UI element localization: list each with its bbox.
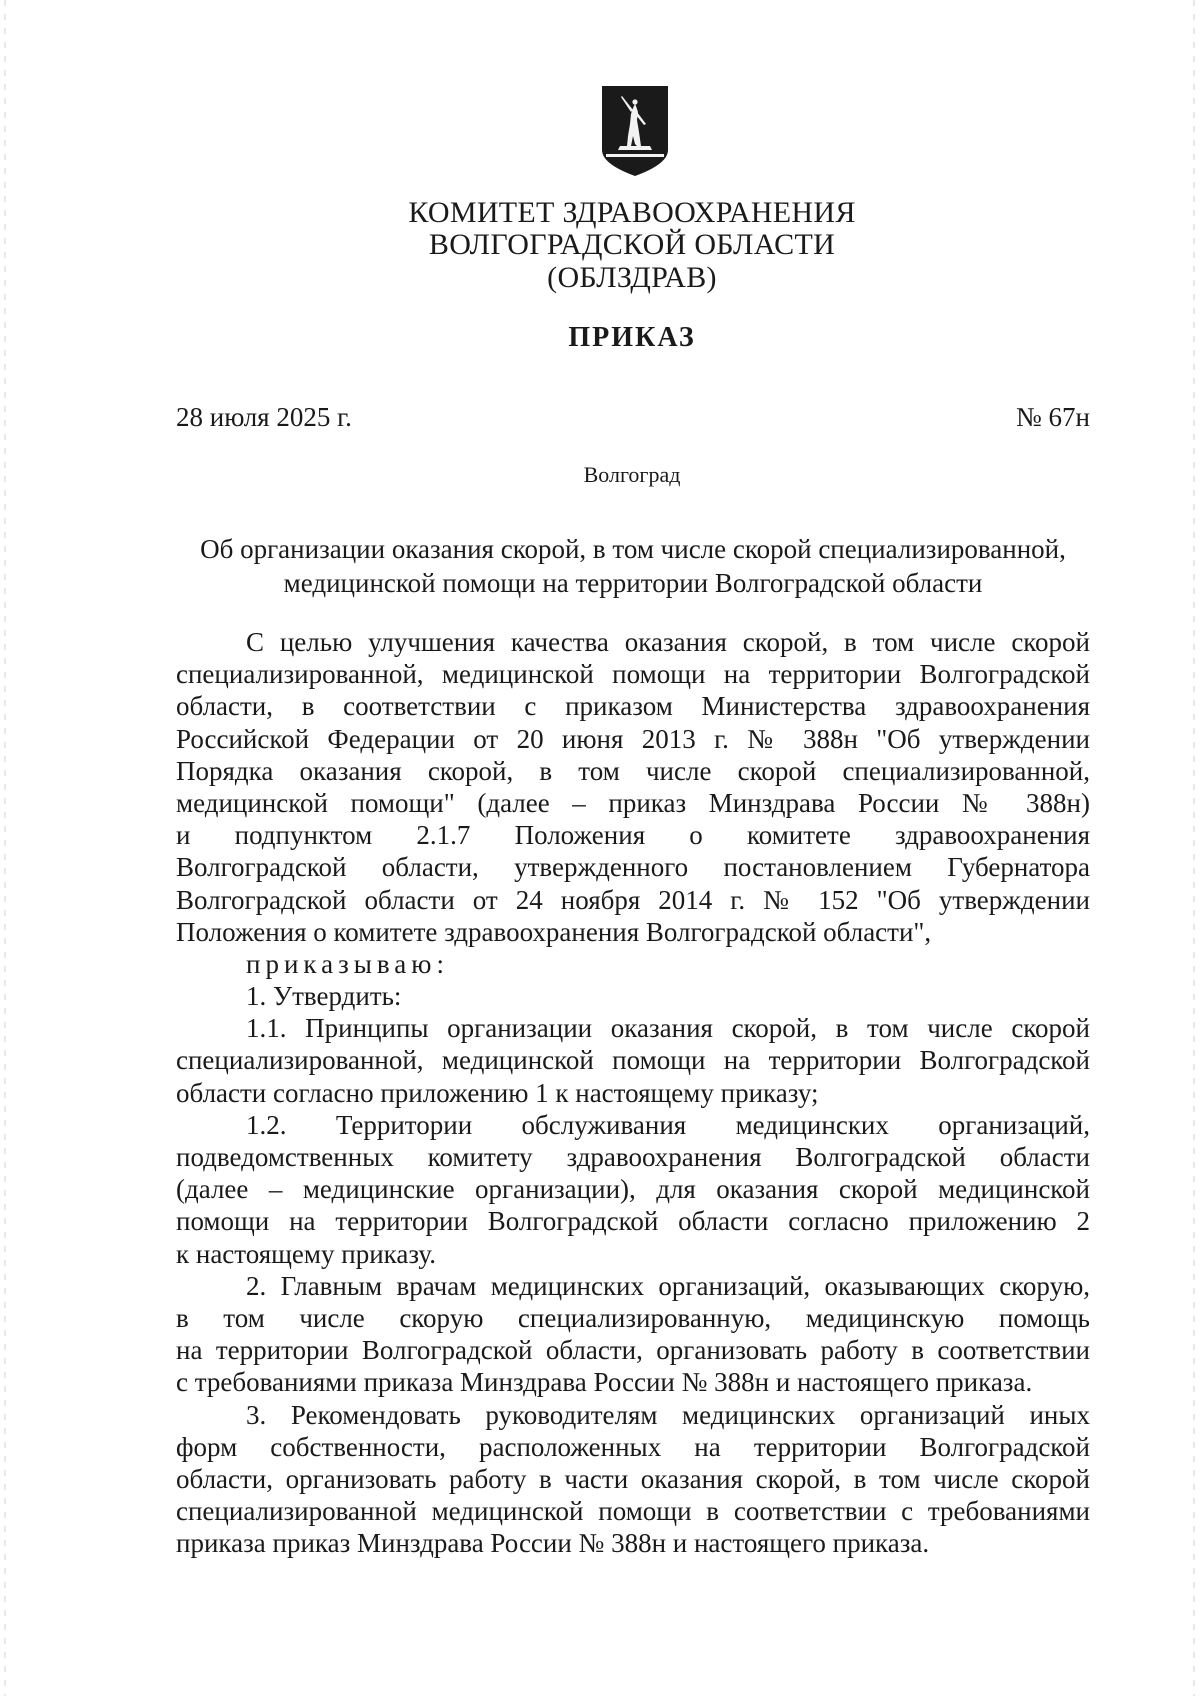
body-line: к настоящему приказу. (176, 1238, 436, 1269)
body-line: области, в соответствии с приказом Министерства здравоохранения (176, 691, 1090, 722)
body-line: С целью улучшения качества оказания скорой, в том числе скорой (246, 627, 1090, 657)
subject-line-1: Об организации оказания скорой, в том числе скорой специализированной, (200, 534, 1066, 564)
org-name-line-2: ВОЛГОГРАДСКОЙ ОБЛАСТИ (428, 228, 836, 261)
subject-line-2: медицинской помощи на территории Волгоградской области (283, 568, 983, 598)
body-line: 3. Рекомендовать руководителям медицинских организаций иных (246, 1399, 1090, 1430)
document-city: Волгоград (583, 462, 681, 487)
body-line: специализированной, медицинской помощи на территории Волгоградской (176, 659, 1090, 690)
body-line: Порядка оказания скорой, в том числе скорой специализированной, (176, 755, 1090, 786)
body-line: приказа приказ Минздрава России № 388н и настоящего приказа. (176, 1528, 930, 1559)
body-line: медицинской помощи" (далее – приказ Минздрава России № 388н) (176, 787, 1090, 818)
document-type-title: ПРИКАЗ (568, 322, 696, 353)
document-body (176, 626, 1090, 1559)
body-line: на территории Волгоградской области, организовать работу в соответствии (176, 1335, 1090, 1366)
body-line: с требованиями приказа Минздрава России № 388н и настоящего приказа. (176, 1367, 1033, 1398)
body-line: Положения о комитете здравоохранения Волгоградской области", (176, 916, 932, 947)
order-verb-line: приказываю: (246, 948, 449, 979)
body-line: 1.1. Принципы организации оказания скорой, в том числе скорой (246, 1013, 1090, 1044)
body-line: Волгоградской области, утвержденного постановлением Губернатора (176, 852, 1090, 883)
scan-edge-right (1193, 0, 1195, 1696)
body-line: 2. Главным врачам медицинских организаций, оказывающих скорую, (246, 1270, 1090, 1301)
body-line: в том числе скорую специализированную, медицинскую помощь (176, 1302, 1090, 1333)
body-line: Волгоградской области от 24 ноября 2014 г. № 152 "Об утверждении (176, 884, 1090, 915)
body-line: и подпунктом 2.1.7 Положения о комитете здравоохранения (176, 820, 1090, 851)
document-date: 28 июля 2025 г. (176, 402, 352, 432)
scan-edge-left (4, 0, 6, 1696)
body-line: специализированной, медицинской помощи на территории Волгоградской (176, 1045, 1090, 1076)
body-line: форм собственности, расположенных на территории Волгоградской (176, 1431, 1090, 1462)
body-line: 1.2. Территории обслуживания медицинских организаций, (246, 1109, 1090, 1140)
body-line: области согласно приложению 1 к настоящему приказу; (176, 1077, 819, 1108)
body-line: Российской Федерации от 20 июня 2013 г. № 388н "Об утверждении (176, 723, 1090, 754)
org-name-line-1: КОМИТЕТ ЗДРАВООХРАНЕНИЯ (408, 196, 856, 229)
body-line: (далее – медицинские организации), для оказания скорой медицинской (176, 1174, 1090, 1205)
body-line: 1. Утвердить: (246, 981, 402, 1012)
body-line: специализированной медицинской помощи в соответствии с требованиями (176, 1496, 1090, 1527)
body-line: подведомственных комитету здравоохранения Волгоградской области (176, 1142, 1090, 1172)
org-name-line-3: (ОБЛЗДРАВ) (547, 261, 717, 294)
body-line: области, организовать работу в части оказания скорой, в том числе скорой (176, 1463, 1090, 1494)
body-line: помощи на территории Волгоградской области согласно приложению 2 (176, 1206, 1090, 1237)
volgograd-region-emblem-icon (600, 84, 670, 180)
document-number: № 67н (1016, 402, 1090, 432)
